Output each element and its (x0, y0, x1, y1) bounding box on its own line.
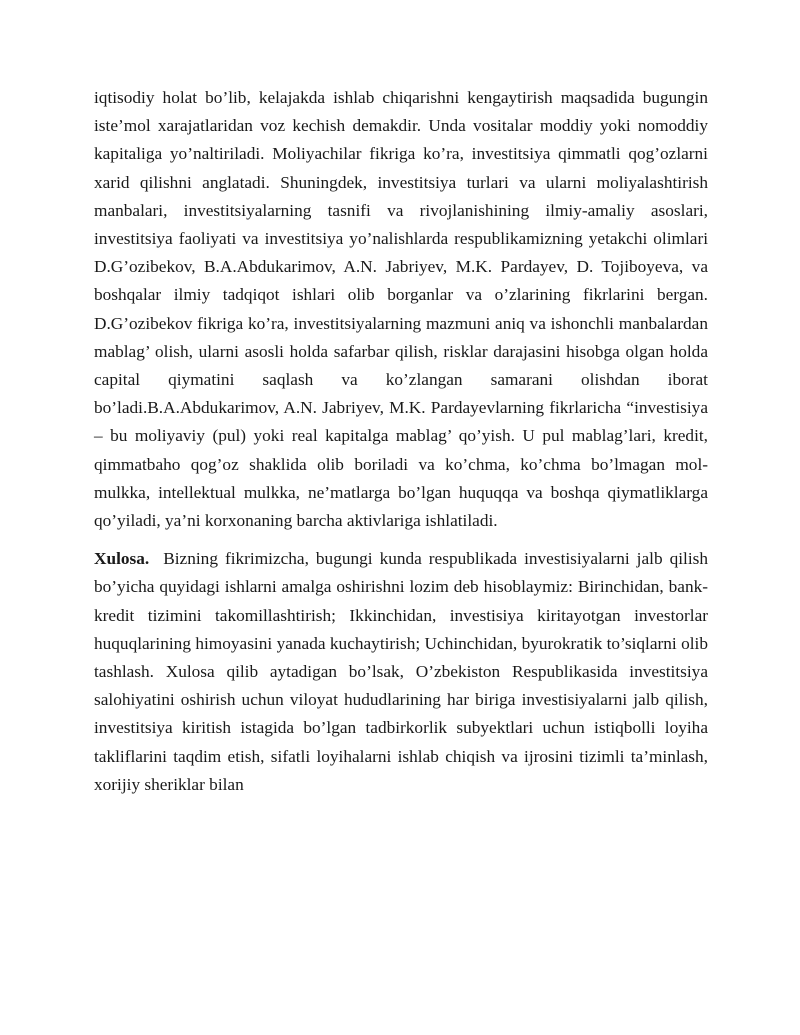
body-paragraph (94, 84, 708, 535)
paragraph-text: iqtisodiy holat bo’lib, kelajakda ishlab chiqarishni kengaytirish maqsadida bugungin iste’mol xarajatlaridan voz kechish demakdir. Unda vositalar moddiy yoki nomoddiy kapitaliga yo’naltiriladi. Moliyachilar fikriga ko’ra, investitsiya qimmatli qog’ozlarni xarid qilishni anglatadi. Shuningdek, investitsiya turlari va ularni moliyalashtirish manbalari, investitsiyalarning tasnifi va rivojlanishining ilmiy-amaliy asoslari, investitsiya faoliyati va investitsiya yo’nalishlarda respublikamizning yetakchi olimlari D.G’ozibekov, B.A.Abdukarimov, A.N. Jabriyev, M.K. Pardayev, D. Tojiboyeva, va boshqalar ilmiy tadqiqot ishlari olib borganlar va o’zlarining fikrlarini bergan. D.G’ozibekov fikriga ko’ra, investitsiyalarning mazmuni aniq va ishonchli manbalardan mablag’ olish, ularni asosli holda safarbar qilish, risklar darajasini hisobga olgan holda capital qiymatini saqlash va ko’zlangan samarani olishdan iborat bo’ladi.B.A.Abdukarimov, A.N. Jabriyev, M.K. Pardayevlarning fikrlaricha “investisiya – bu moliyaviy (pul) yoki real kapitalga mablag’ qo’yish. U pul mablag’lari, kredit, qimmatbaho qog’oz shaklida olib boriladi va ko’chma, ko’chma bo’lmagan mol-mulkka, intellektual mulkka, ne’matlarga bo’lgan huquqqa va boshqa qiymatliklarga qo’yiladi, ya’ni korxonaning barcha aktivlariga ishlatiladi. (94, 88, 708, 531)
conclusion-text: Bizning fikrimizcha, bugungi kunda respublikada investisiyalarni jalb qilish bo’yicha quyidagi ishlarni amalga oshirishni lozim deb hisoblaymiz: Birinchidan, bank-kredit tizimini takomillashtirish; Ikkinchidan, investisiya kiritayotgan investorlar huquqlarining himoyasini yanada kuchaytirish; Uchinchidan, byurokratik to’siqlarni olib tashlash. Xulosa qilib aytadigan bo’lsak, O’zbekiston Respublikasida investitsiya salohiyatini oshirish uchun viloyat hududlarining har biriga investisiyalarni jalb qilish, investitsiya kiritish istagida bo’lgan tadbirkorlik subyektlari uchun istiqbolli loyiha takliflarini taqdim etish, sifatli loyihalarni ishlab chiqish va ijrosini tizimli ta’minlash, xorijiy sheriklar bilan (94, 549, 709, 794)
conclusion-heading: Xulosa. (94, 549, 150, 569)
document-page (94, 84, 708, 799)
conclusion-paragraph (94, 545, 708, 799)
